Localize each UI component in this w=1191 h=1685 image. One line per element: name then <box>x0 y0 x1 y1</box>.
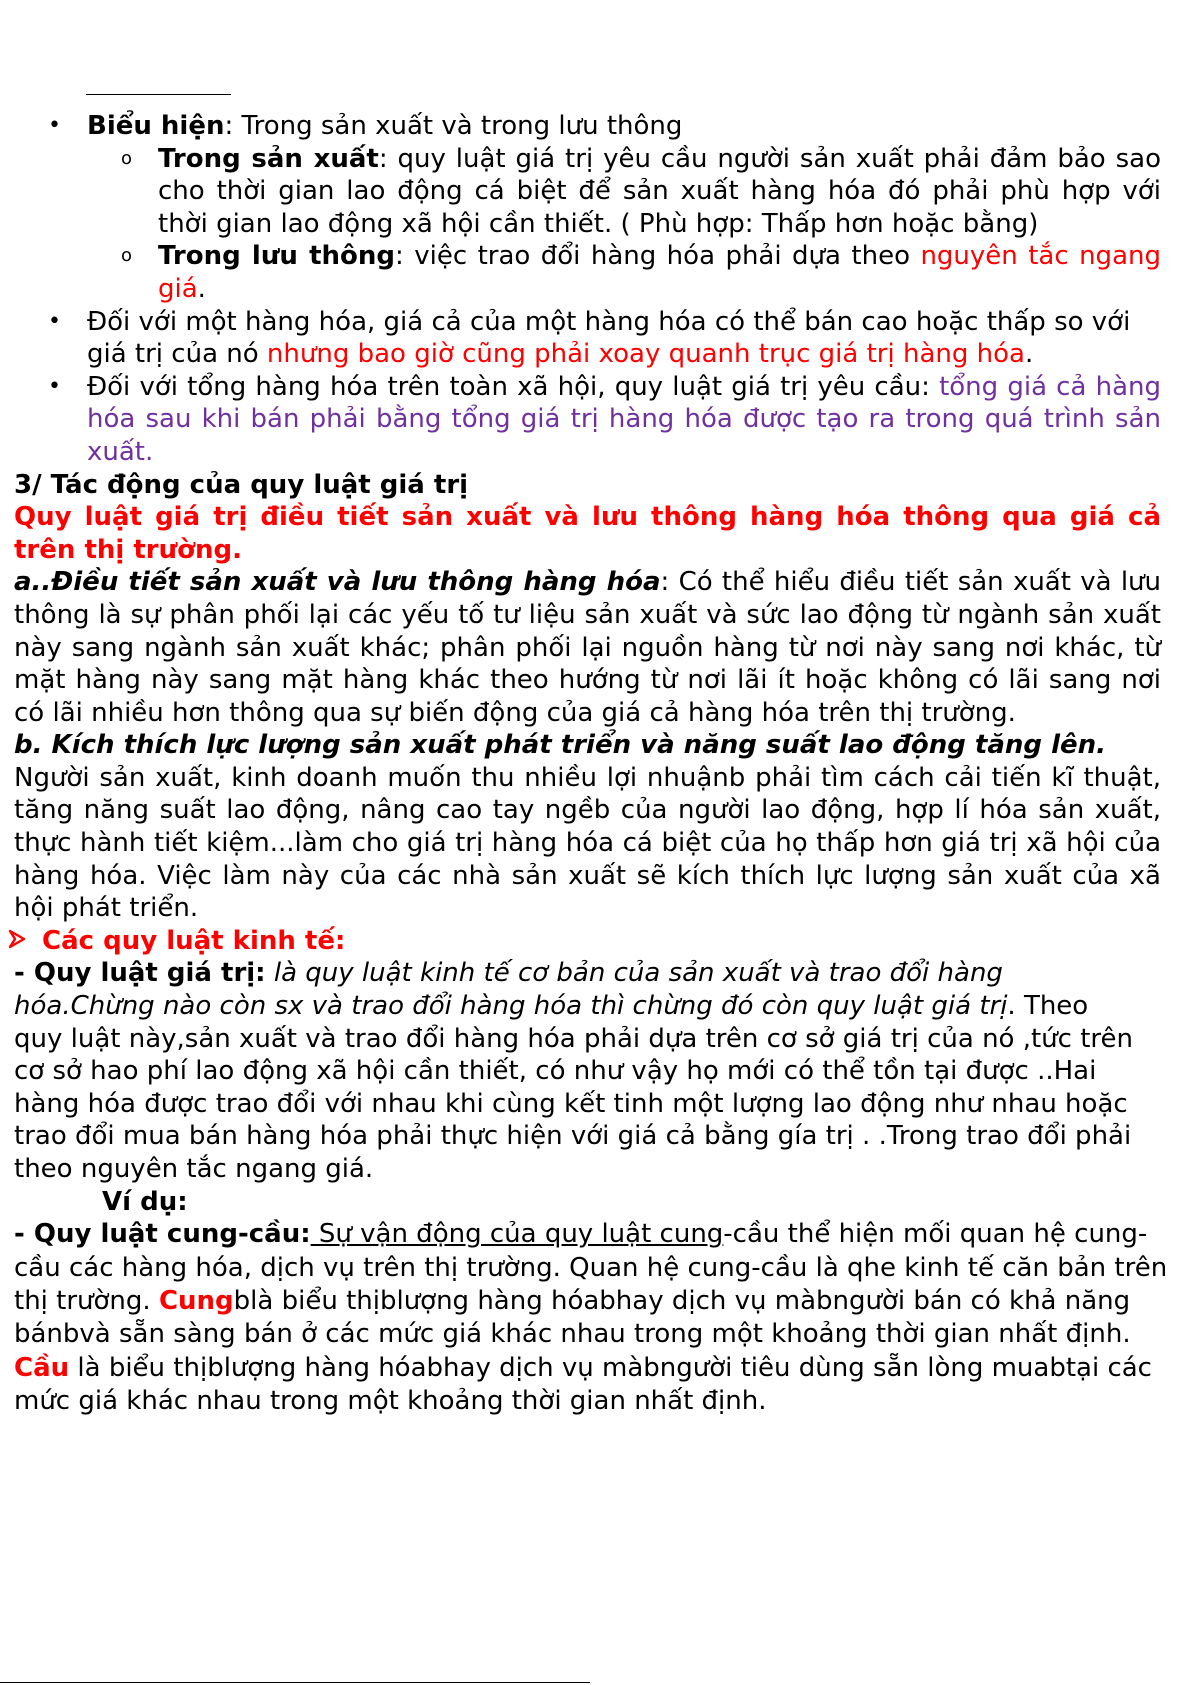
paragraph-a-label: a..Điều tiết sản xuất và lưu thông hàng hóa <box>14 567 661 598</box>
red-highlight: nguyên tắc ngang giá <box>158 241 1161 304</box>
bullet-mot-hang-hoa <box>0 306 1191 371</box>
supply-law-label: - Quy luật cung-cầu: <box>14 1219 311 1250</box>
laws-heading <box>0 925 1191 958</box>
sub-bullet-text: : quy luật giá trị yêu cầu người sản xuất phải đảm bảo sao cho thời gian lao động cá biệt để sản xuất hàng hóa đó phải phù hợp với thời gian lao động xã hội cần thiết. ( Phù hợp: Thấp hơn hoặc bằng) <box>158 143 1161 239</box>
purple-highlight: tổng giá cả hàng hóa sau khi bán phải bằng tổng giá trị hàng hóa được tạo ra trong quá trình sản xuất. <box>87 371 1161 467</box>
period: . <box>197 273 206 304</box>
bullet-text: Đối với tổng hàng hóa trên toàn xã hội, quy luật giá trị yêu cầu: <box>87 371 940 402</box>
value-law-label: - Quy luật giá trị: <box>14 958 266 989</box>
sub-bullet-text: : việc trao đổi hàng hóa phải dựa theo <box>395 241 921 272</box>
paragraph-b: Người sản xuất, kinh doanh muốn thu nhiều lợi nhuậnb phải tìm cách cải tiến kĩ thuật, tăng năng suất lao động, nâng cao tay ngềb của người lao động, hợp lí hóa sản xuất, thực hành tiết kiệm...làm cho giá trị hàng hóa cá biệt của họ thấp hơn giá trị xã hội của hàng hóa. Việc làm này của các nhà sản xuất sẽ kích thích lực lượng sản xuất của xã hội phát triển. <box>14 762 1161 924</box>
bullet-text: Đối với một hàng hóa, giá cả của một hàng hóa có thể bán cao hoặc thấp so với giá trị của nó <box>87 306 1131 370</box>
bullet-icon: • <box>48 308 61 334</box>
bullet-text: : Trong sản xuất và trong lưu thông <box>224 111 683 141</box>
sub-bullet-label: Trong lưu thông <box>158 241 396 272</box>
bullet-label: Biểu hiện <box>87 111 225 141</box>
laws-heading-text: Các quy luật kinh tế: <box>42 925 346 956</box>
decorative-underline <box>86 94 231 95</box>
supply-demand-paragraph <box>0 1218 1191 1418</box>
paragraph-a <box>0 566 1191 729</box>
sub-bullet-luu-thong <box>0 240 1191 305</box>
example-label: Ví dụ: <box>102 1186 188 1217</box>
red-highlight: nhưng bao giờ cũng phải xoay quanh trục giá trị hàng hóa <box>266 339 1025 370</box>
cung-term: Cung <box>158 1286 234 1316</box>
bullet-icon: • <box>48 373 61 399</box>
circle-bullet-icon: o <box>121 147 133 169</box>
bullet-tong-hang-hoa <box>0 371 1191 469</box>
section-heading: 3/ Tác động của quy luật giá trị <box>14 469 469 500</box>
value-law-italic: là quy luật kinh tế cơ bản của sản xuất và trao đổi hàng hóa.Chừng nào còn sx và trao đổi hàng hóa thì chừng đó còn quy luật giá trị <box>14 958 1008 1022</box>
period: . <box>1024 339 1034 370</box>
value-law-text: . Theo quy luật này,sản xuất và trao đổi hàng hóa phải dựa trên cơ sở giá trị của nó ,tức trên cơ sở hao phí lao động xã hội cần thiết, có như vậy họ mới có thể tồn tại được ..Hai hàng hóa được trao đổi với nhau khi cùng kết tinh một lượng lao động như nhau hoặc trao đổi mua bán hàng hóa phải thực hiện với giá cả bằng gía trị . .Trong trao đổi phải theo nguyên tắc ngang giá. <box>14 991 1134 1184</box>
supply-law-underlined: Sự vận động của quy luật cung <box>310 1219 724 1250</box>
paragraph-b-heading: b. Kích thích lực lượng sản xuất phát triển và năng suất lao động tăng lên. <box>14 730 1107 761</box>
document-page <box>0 110 1191 1419</box>
circle-bullet-icon: o <box>121 245 133 267</box>
supply-law-text-1: -cầu thể hiện mối quan hệ cung-cầu các hàng hóa, dịch vụ trên thị trường. Quan hệ cung-cầu là qhe kinh tế căn bản trên thị trường. <box>14 1219 1168 1316</box>
footer-rule <box>0 1682 590 1683</box>
red-heading: Quy luật giá trị điều tiết sản xuất và lưu thông hàng hóa thông qua giá cả trên thị trường. <box>14 502 1161 565</box>
bullet-icon: • <box>48 113 61 138</box>
bullet-bieu-hien <box>0 110 1191 143</box>
value-law-paragraph <box>0 957 1191 1185</box>
cau-term: Cầu <box>14 1352 70 1383</box>
supply-law-text-2: blà biểu thịblượng hàng hóabhay dịch vụ màbngười bán có khả năng bánbvà sẵn sàng bán ở các mức giá khác nhau trong một khoảng thời gian nhất định. <box>14 1286 1131 1350</box>
arrow-bullet-icon <box>8 925 28 958</box>
paragraph-a-text: : Có thể hiểu điều tiết sản xuất và lưu thông là sự phân phối lại các yếu tố tư liệu sản xuất và sức lao động từ ngành sản xuất này sang ngành sản xuất khác; phân phối lại nguồn hàng từ nơi này sang nơi khác, từ mặt hàng này sang mặt hàng khác theo hướng từ nơi lãi ít hoặc không có lãi sang nơi có lãi nhiều hơn thông qua sự biến động của giá cả hàng hóa trên thị trường. <box>14 567 1162 728</box>
sub-bullet-san-xuat <box>0 143 1191 241</box>
supply-law-text-3: là biểu thịblượng hàng hóabhay dịch vụ màbngười tiêu dùng sẵn lòng muabtại các mức giá khác nhau trong một khoảng thời gian nhất định. <box>14 1352 1152 1417</box>
sub-bullet-label: Trong sản xuất <box>158 143 379 174</box>
